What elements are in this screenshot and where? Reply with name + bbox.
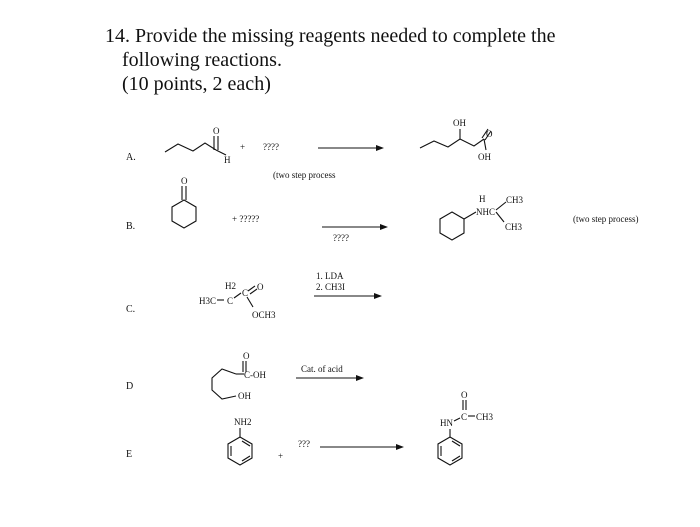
reaction-b-label: B. xyxy=(126,221,136,232)
reaction-a-plus: + xyxy=(240,142,246,152)
question-line-1: 14. Provide the missing reagents needed to complete the xyxy=(105,25,556,47)
question-line-2: following reactions. xyxy=(122,49,282,71)
reaction-e-ch3: CH3 xyxy=(476,412,494,422)
reaction-e-plus: + xyxy=(278,451,284,461)
reaction-c-och3: OCH3 xyxy=(252,310,276,320)
reaction-b-note: (two step process) xyxy=(573,214,639,224)
reaction-b-product-nhc: NHC xyxy=(476,207,496,217)
question-line-3: (10 points, 2 each) xyxy=(122,73,271,95)
reaction-c-o: O xyxy=(257,282,264,292)
reaction-d-label: D xyxy=(126,381,134,392)
reaction-a-arrow xyxy=(318,145,384,151)
reaction-e-arrow xyxy=(320,444,404,450)
reaction-a-product-oh-bottom: OH xyxy=(478,152,491,162)
reaction-b-ketone-o: O xyxy=(181,176,188,186)
reaction-e-c: C xyxy=(461,412,468,422)
reaction-a-reactant-aldehyde xyxy=(165,126,231,165)
reaction-a-product-hydroxy-acid xyxy=(420,118,493,162)
reaction-d-o: O xyxy=(243,351,250,361)
reaction-b-product-ch3-bottom: CH3 xyxy=(505,222,523,232)
reaction-c-c1: C xyxy=(227,296,234,306)
reaction-c-label: C. xyxy=(126,304,136,315)
reaction-c-h2: H2 xyxy=(225,281,236,291)
reaction-e-nh2: NH2 xyxy=(234,417,252,427)
reaction-d-arrow xyxy=(296,375,364,381)
reaction-a-product-o: O xyxy=(486,129,493,139)
reaction-d-reactant-hydroxy-acid xyxy=(212,351,266,401)
reaction-b-reactant-cyclohexanone xyxy=(172,176,196,228)
reaction-c-h3c: H3C xyxy=(199,296,217,306)
reaction-d-reagent: Cat. of acid xyxy=(301,364,343,374)
reaction-e-o: O xyxy=(461,390,468,400)
reaction-c-step2: 2. CH3I xyxy=(316,282,345,292)
reaction-a-reagent: ???? xyxy=(263,142,279,152)
reaction-b-reagent-plus: + ????? xyxy=(232,214,260,224)
reaction-d-c-oh: C-OH xyxy=(244,370,266,380)
reaction-e-reagent: ??? xyxy=(298,439,310,449)
reaction-c-step1: 1. LDA xyxy=(316,271,344,281)
reaction-b-product-amine xyxy=(440,194,524,240)
reaction-e-reactant-aniline xyxy=(228,417,252,465)
reaction-c-arrow xyxy=(314,293,382,299)
reaction-a-note: (two step process xyxy=(273,170,336,180)
reaction-a-aldehyde-o: O xyxy=(213,126,220,136)
reaction-e-hn: HN xyxy=(440,418,453,428)
reaction-b-product-h: H xyxy=(479,194,486,204)
reaction-c-reactant-methyl-acetate xyxy=(199,281,276,320)
reaction-b-reagent: ???? xyxy=(333,233,349,243)
reaction-e-product-acetanilide xyxy=(438,390,494,465)
reaction-e-label: E xyxy=(126,449,133,460)
reaction-c-c2: C xyxy=(242,288,249,298)
reaction-a-product-oh-top: OH xyxy=(453,118,466,128)
reaction-a-aldehyde-h: H xyxy=(224,155,231,165)
reaction-a-label: A. xyxy=(126,152,136,163)
reaction-b-product-ch3-top: CH3 xyxy=(506,195,524,205)
reaction-b-arrow xyxy=(322,224,388,230)
reaction-d-oh: OH xyxy=(238,391,251,401)
